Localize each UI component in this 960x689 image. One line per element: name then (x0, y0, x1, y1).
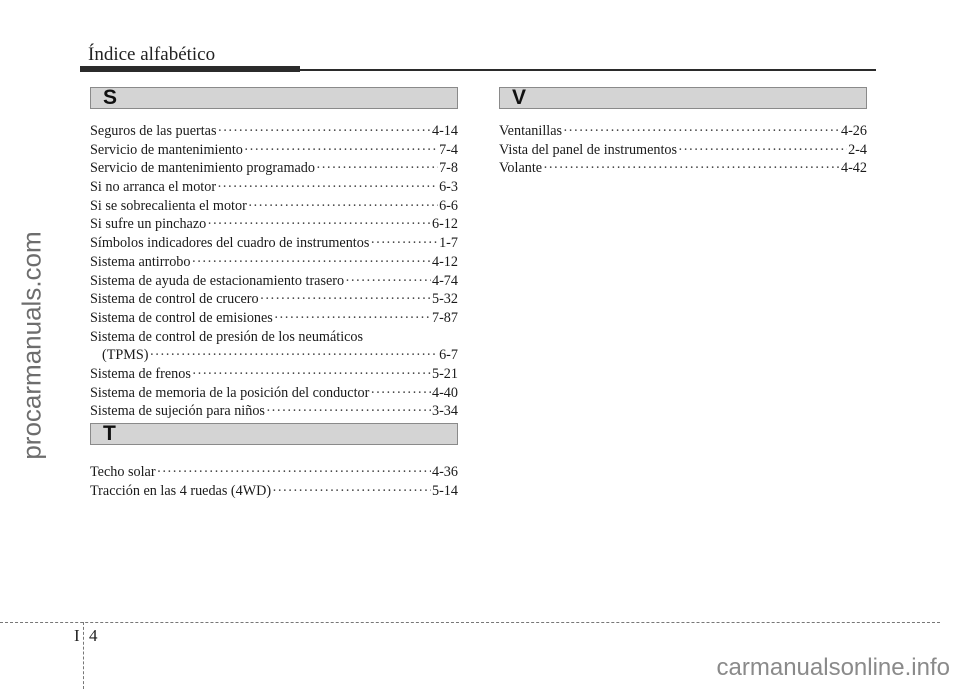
leader-dots (191, 253, 431, 272)
entry-label: Tracción en las 4 ruedas (4WD) (90, 482, 272, 499)
leader-dots (274, 309, 431, 328)
index-entry (90, 159, 458, 178)
index-entry (499, 122, 867, 141)
index-entry (90, 384, 458, 403)
index-entry (90, 197, 458, 216)
index-entry (90, 290, 458, 309)
leader-dots (207, 215, 431, 234)
entry-label: Sistema de frenos (90, 365, 191, 382)
index-entry (90, 482, 458, 501)
index-entry (90, 141, 458, 160)
index-entry (90, 178, 458, 197)
index-entry (90, 234, 458, 253)
entry-page: 4-74 (431, 272, 458, 289)
entry-page: 5-21 (431, 365, 458, 382)
watermark-side: procarmanuals.com (16, 231, 47, 460)
index-entry (90, 309, 458, 328)
entry-page: 4-40 (431, 384, 458, 401)
watermark-bottom: carmanualsonline.info (716, 654, 950, 681)
page-section-letter: I (74, 626, 80, 645)
entry-label: Servicio de mantenimiento programado (90, 160, 315, 177)
entry-page: 4-26 (840, 123, 867, 139)
index-entry (90, 402, 458, 421)
entry-page: 6-7 (439, 347, 458, 364)
header-rule-thin (300, 69, 876, 71)
entry-page: 1-7 (439, 235, 458, 252)
index-list-v (499, 122, 867, 178)
footer-rule (0, 622, 940, 623)
entry-label: Sistema de control de crucero (90, 291, 259, 308)
entry-page: 4-14 (431, 123, 458, 139)
index-list-t (90, 463, 458, 500)
entry-page: 5-14 (431, 482, 458, 499)
index-entry (499, 159, 867, 178)
entry-label: Sistema antirrobo (90, 253, 191, 270)
entry-page: 4-42 (840, 160, 867, 177)
index-entry (90, 272, 458, 291)
entry-label: Si se sobrecalienta el motor (90, 197, 247, 214)
index-entry (90, 328, 458, 365)
index-entry (90, 463, 458, 482)
entry-page: 5-32 (431, 291, 458, 308)
section-letter-t: T (103, 422, 116, 445)
leader-dots (248, 197, 438, 216)
entry-page: 6-6 (439, 197, 458, 214)
leader-dots (157, 463, 431, 482)
leader-dots (150, 346, 439, 365)
leader-dots (370, 234, 438, 253)
section-header-v (499, 87, 867, 109)
index-entry (90, 122, 458, 141)
entry-label: Sistema de control de presión de los neumáticos (90, 328, 364, 345)
entry-page: 4-12 (431, 253, 458, 270)
footer-vertical-rule (83, 622, 84, 689)
entry-page: 7-8 (439, 160, 458, 177)
entry-label: Sistema de sujeción para niños (90, 403, 265, 420)
leader-dots (316, 159, 438, 178)
entry-label: Servicio de mantenimiento (90, 141, 243, 158)
entry-continuation-line (90, 346, 458, 365)
entry-label: Si sufre un pinchazo (90, 216, 207, 233)
entry-page: 4-36 (431, 464, 458, 480)
index-entry (499, 141, 867, 160)
entry-label: Techo solar (90, 464, 156, 480)
entry-label: Seguros de las puertas (90, 123, 217, 139)
index-list-s (90, 122, 458, 421)
page-title: Índice alfabético (88, 44, 216, 65)
entry-page: 7-4 (439, 141, 458, 158)
leader-dots (678, 141, 847, 160)
leader-dots (217, 122, 431, 141)
leader-dots (217, 178, 438, 197)
entry-label: Si no arranca el motor (90, 179, 217, 196)
leader-dots (244, 141, 438, 160)
index-entry (90, 365, 458, 384)
page-number: 4 (89, 626, 98, 645)
header-rule-thick (80, 66, 300, 72)
entry-page: 6-3 (439, 179, 458, 196)
entry-page: 3-34 (431, 403, 458, 420)
leader-dots (370, 384, 431, 403)
entry-label: Vista del panel de instrumentos (499, 141, 678, 158)
entry-page: 7-87 (431, 309, 458, 326)
entry-page: 2-4 (848, 141, 867, 158)
section-letter-v: V (512, 86, 527, 109)
entry-label-continuation: (TPMS) (102, 347, 149, 364)
index-entry (90, 215, 458, 234)
entry-label: Volante (499, 160, 543, 177)
leader-dots (345, 272, 431, 291)
leader-dots (272, 482, 431, 501)
index-entry (90, 253, 458, 272)
entry-label: Sistema de ayuda de estacionamiento trasero (90, 272, 345, 289)
section-letter-s: S (103, 86, 118, 109)
section-header-s (90, 87, 458, 109)
leader-dots (260, 290, 431, 309)
section-header-t (90, 423, 458, 445)
entry-label: Sistema de memoria de la posición del conductor (90, 384, 370, 401)
leader-dots (266, 402, 431, 421)
leader-dots (563, 122, 840, 141)
entry-label: Ventanillas (499, 123, 563, 139)
entry-page: 6-12 (431, 216, 458, 233)
entry-label: Símbolos indicadores del cuadro de instrumentos (90, 235, 370, 252)
leader-dots (192, 365, 431, 384)
leader-dots (543, 159, 840, 178)
entry-label: Sistema de control de emisiones (90, 309, 273, 326)
